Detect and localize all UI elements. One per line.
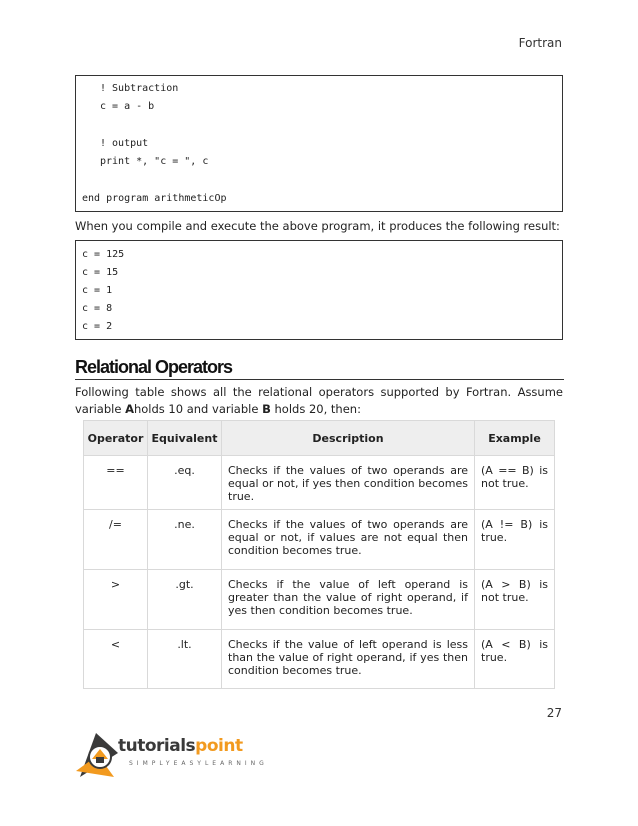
table-row [84,456,555,510]
output-line: c = 1 [82,285,113,296]
logo-tagline: SIMPLYEASYLEARNING [129,760,268,767]
cell-equivalent: .ne. [148,510,222,570]
section-paragraph-line1: Following table shows all the relational operators supported by Fortran. Assume [75,385,563,399]
result-intro-text: When you compile and execute the above program, it produces the following result: [75,219,560,233]
column-header-example: Example [475,421,555,456]
cell-operator: > [84,570,148,630]
table-header-row [84,421,555,456]
code-line: c = a - b [100,101,155,112]
para-text: holds 10 and variable [133,402,263,416]
variable-b: B [262,402,271,416]
cell-operator: == [84,456,148,510]
code-line: ! output [100,138,149,149]
cell-example: (A > B) is not true. [475,570,555,630]
logo-text-accent: point [195,736,243,756]
table-row [84,630,555,689]
cell-operator: < [84,630,148,689]
para-text: variable [75,402,126,416]
column-header-operator: Operator [84,421,148,456]
code-line: end program arithmeticOp [82,193,227,204]
variable-a: A [125,402,134,416]
code-block-output [75,240,563,340]
para-text: holds 20, then: [270,402,361,416]
section-paragraph-line2 [75,401,361,418]
cell-example: (A == B) is not true. [475,456,555,510]
page-number: 27 [546,706,562,720]
cell-description: Checks if the values of two operands are equal or not, if values are not equal then condition becomes true. [222,510,475,570]
relational-operators-table [83,420,555,689]
cell-description: Checks if the value of left operand is greater than the value of right operand, if yes then condition becomes true. [222,570,475,630]
page-header-title: Fortran [518,36,562,50]
code-line: ! Subtraction [100,83,179,94]
table-row [84,510,555,570]
cell-example: (A < B) is true. [475,630,555,689]
section-heading: Relational Operators [75,357,233,377]
code-line: print *, "c = ", c [100,156,209,167]
cell-equivalent: .gt. [148,570,222,630]
output-line: c = 2 [82,321,113,332]
cell-example: (A != B) is true. [475,510,555,570]
logo-text-main: tutorials [118,736,196,756]
output-line: c = 8 [82,303,113,314]
output-line: c = 15 [82,267,119,278]
cell-description: Checks if the values of two operands are equal or not, if yes then condition becomes true. [222,456,475,510]
table-row [84,570,555,630]
logo-wordmark [118,736,243,756]
cell-equivalent: .lt. [148,630,222,689]
code-block-program [75,75,563,212]
cell-description: Checks if the value of left operand is less than the value of right operand, if yes then condition becomes true. [222,630,475,689]
column-header-equivalent: Equivalent [148,421,222,456]
cell-operator: /= [84,510,148,570]
output-line: c = 125 [82,249,125,260]
heading-divider [75,379,564,380]
column-header-description: Description [222,421,475,456]
cell-equivalent: .eq. [148,456,222,510]
